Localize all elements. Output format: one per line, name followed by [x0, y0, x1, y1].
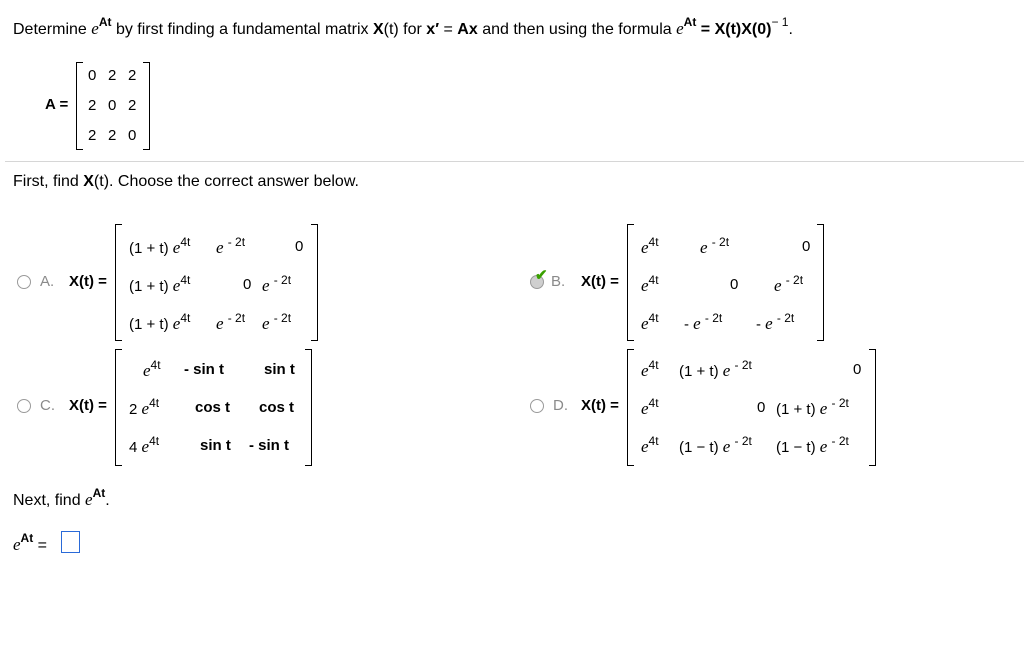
question-text: [13, 15, 793, 39]
optD-r3c1: [641, 434, 659, 457]
optD-r1c3: 0: [853, 361, 862, 378]
matrix-c-bracket-right: [305, 349, 312, 466]
optD-r1c2-pre: (1 + t): [679, 363, 719, 380]
optD-r2c1-e: e: [641, 399, 649, 418]
optC-r3c1-e: e: [141, 437, 150, 456]
optD-r3c3-sup: - 2t: [831, 434, 849, 448]
optD-r2c3-e: e: [819, 399, 828, 418]
a-r3c1: 2: [88, 127, 97, 144]
matrix-a-opt-bracket-right: [311, 224, 318, 341]
optD-r1c2: [679, 358, 752, 381]
optA-r1c2-sup: - 2t: [227, 235, 246, 249]
optA-r3c3: [262, 311, 292, 334]
optA-r3c1-e: e: [172, 314, 181, 333]
option-a-label: X(t) =: [69, 273, 107, 290]
optA-r1c2-e: e: [216, 238, 224, 257]
optB-r2c1: [641, 273, 659, 296]
option-c-radio[interactable]: [17, 399, 31, 413]
optA-r1c3: 0: [295, 238, 304, 255]
optA-r2c1-pre: (1 + t): [129, 278, 169, 295]
optB-r3c3: [756, 311, 795, 334]
optA-r2c3-sup: - 2t: [273, 273, 292, 287]
q-part2: by first finding a fundamental matrix: [115, 21, 369, 38]
answer-eq: =: [37, 537, 48, 554]
option-d-label: X(t) =: [581, 397, 619, 414]
next-text: [13, 486, 110, 510]
optB-r3c3-pre: -: [756, 316, 761, 333]
checkmark-icon: ✔: [535, 267, 548, 284]
optB-r3c1: [641, 311, 659, 334]
optC-r2c1: [129, 396, 160, 419]
next-at: At: [92, 486, 106, 500]
optA-r3c1-sup: 4t: [180, 311, 191, 325]
matrix-a-bracket-right: [143, 62, 150, 150]
optD-r1c1: [641, 358, 659, 381]
q-e: e: [91, 19, 99, 38]
answer-input[interactable]: [61, 531, 80, 553]
prompt-text: [13, 173, 359, 191]
optD-r2c2: 0: [757, 399, 766, 416]
optB-r3c1-sup: 4t: [648, 311, 659, 325]
a-r1c2: 2: [108, 67, 117, 84]
optD-r3c1-sup: 4t: [648, 434, 659, 448]
option-d-letter: D.: [553, 397, 568, 414]
optA-r2c1: [129, 273, 191, 296]
optA-r3c1: [129, 311, 191, 334]
optB-r3c2-e: e: [693, 314, 701, 333]
optA-r3c2-e: e: [216, 314, 224, 333]
q-part3: and then using the formula: [482, 21, 672, 38]
optB-r2c2: 0: [730, 276, 739, 293]
optB-r3c1-e: e: [641, 314, 649, 333]
optC-r1c3: sin t: [264, 361, 295, 378]
a-r3c3: 0: [128, 127, 137, 144]
optA-r1c2: [216, 235, 246, 258]
optB-r1c2-e: e: [700, 238, 708, 257]
optB-r3c2-sup: - 2t: [704, 311, 723, 325]
option-b-label: X(t) =: [581, 273, 619, 290]
q-inv: − 1: [771, 15, 789, 29]
optC-r2c3: cos t: [259, 399, 295, 416]
optC-r2c1-sup: 4t: [149, 396, 160, 410]
matrix-b-bracket-right: [817, 224, 824, 341]
optA-r3c2-sup: - 2t: [227, 311, 246, 325]
optB-r1c2-sup: - 2t: [711, 235, 730, 249]
optB-r1c1: [641, 235, 659, 258]
optC-r1c2: - sin t: [184, 361, 224, 378]
optA-r2c1-sup: 4t: [180, 273, 191, 287]
optA-r2c2: 0: [243, 276, 252, 293]
optB-r2c1-e: e: [641, 276, 649, 295]
matrix-a-opt-bracket-left: [115, 224, 122, 341]
next-period: .: [105, 492, 110, 509]
matrix-a-bracket-left: [76, 62, 83, 150]
option-c-label: X(t) =: [69, 397, 107, 414]
optC-r3c3: - sin t: [249, 437, 289, 454]
optD-r3c1-e: e: [641, 437, 649, 456]
a-r1c3: 2: [128, 67, 137, 84]
optB-r3c2: [684, 311, 723, 334]
q-e2: e: [676, 19, 684, 38]
optB-r1c3: 0: [802, 238, 811, 255]
optB-r2c3-sup: - 2t: [785, 273, 804, 287]
q-part1: Determine: [13, 21, 87, 38]
option-a-radio[interactable]: [17, 275, 31, 289]
optC-r3c1-sup: 4t: [149, 434, 160, 448]
optC-r1c1: [143, 358, 161, 381]
answer-e: e: [13, 535, 21, 554]
optA-r1c1-sup: 4t: [180, 235, 191, 249]
optA-r2c3-e: e: [262, 276, 270, 295]
optB-r1c2: [700, 235, 730, 258]
optD-r1c1-e: e: [641, 361, 649, 380]
optA-r1c1-pre: (1 + t): [129, 240, 169, 257]
a-r2c3: 2: [128, 97, 137, 114]
optA-r1c1: [129, 235, 191, 258]
optD-r3c2-pre: (1 − t): [679, 439, 719, 456]
option-b-letter: B.: [551, 273, 566, 290]
optB-r2c1-sup: 4t: [648, 273, 659, 287]
prompt-post: (t). Choose the correct answer below.: [93, 173, 359, 190]
optD-r3c2-sup: - 2t: [734, 434, 752, 448]
optD-r1c1-sup: 4t: [648, 358, 659, 372]
optB-r3c2-pre: -: [684, 316, 689, 333]
q-Ax: Ax: [457, 21, 478, 38]
next-e: e: [85, 490, 93, 509]
next-label: Next, find: [13, 492, 81, 509]
q-eq: =: [443, 21, 453, 38]
optC-r1c1-e: e: [143, 361, 151, 380]
optB-r2c3: [774, 273, 804, 296]
q-at: At: [98, 15, 112, 29]
optC-r3c1-pre: 4: [129, 439, 138, 456]
prompt-pre: First, find: [13, 173, 79, 190]
prompt-X: X: [83, 173, 94, 190]
answer-label: [13, 531, 48, 555]
optD-r1c2-sup: - 2t: [734, 358, 752, 372]
matrix-a-label: A =: [45, 96, 69, 113]
divider: [5, 161, 1024, 162]
optD-r3c3: [776, 434, 849, 457]
optB-r2c3-e: e: [774, 276, 782, 295]
optA-r3c3-sup: - 2t: [273, 311, 292, 325]
a-r2c2: 0: [108, 97, 117, 114]
optB-r1c1-sup: 4t: [648, 235, 659, 249]
matrix-d-bracket-left: [627, 349, 634, 466]
optD-r2c3-sup: - 2t: [831, 396, 849, 410]
option-d-radio[interactable]: [530, 399, 544, 413]
optD-r2c1: [641, 396, 659, 419]
a-r2c1: 2: [88, 97, 97, 114]
a-r3c2: 2: [108, 127, 117, 144]
matrix-d-bracket-right: [869, 349, 876, 466]
q-period: .: [788, 21, 793, 38]
option-c-letter: C.: [40, 397, 55, 414]
optC-r2c2: cos t: [195, 399, 231, 416]
optD-r3c2-e: e: [722, 437, 731, 456]
optB-r1c1-e: e: [641, 238, 649, 257]
optA-r2c3: [262, 273, 292, 296]
optC-r3c1: [129, 434, 160, 457]
optA-r2c1-e: e: [172, 276, 181, 295]
optD-r1c2-e: e: [722, 361, 731, 380]
matrix-b-bracket-left: [627, 224, 634, 341]
optA-r3c3-e: e: [262, 314, 270, 333]
matrix-c-bracket-left: [115, 349, 122, 466]
optA-r3c1-pre: (1 + t): [129, 316, 169, 333]
optC-r1c1-sup: 4t: [150, 358, 161, 372]
optB-r3c3-e: e: [765, 314, 773, 333]
q-formula: = X(t)X(0): [700, 21, 772, 38]
q-X: X: [372, 21, 384, 38]
q-tparen: (t) for: [383, 21, 422, 38]
option-a-letter: A.: [40, 273, 55, 290]
optA-r1c1-e: e: [172, 238, 181, 257]
q-at2: At: [683, 15, 697, 29]
a-r1c1: 0: [88, 67, 97, 84]
q-xprime: x′: [426, 21, 440, 38]
optB-r3c3-sup: - 2t: [776, 311, 795, 325]
optC-r2c1-e: e: [141, 399, 150, 418]
optD-r3c3-e: e: [819, 437, 828, 456]
answer-at: At: [20, 531, 34, 545]
optD-r2c3-pre: (1 + t): [776, 401, 816, 418]
optD-r3c2: [679, 434, 752, 457]
optD-r2c3: [776, 396, 849, 419]
optA-r3c2: [216, 311, 246, 334]
optC-r2c1-pre: 2: [129, 401, 138, 418]
optC-r3c2: sin t: [200, 437, 231, 454]
optD-r3c3-pre: (1 − t): [776, 439, 816, 456]
optD-r2c1-sup: 4t: [648, 396, 659, 410]
